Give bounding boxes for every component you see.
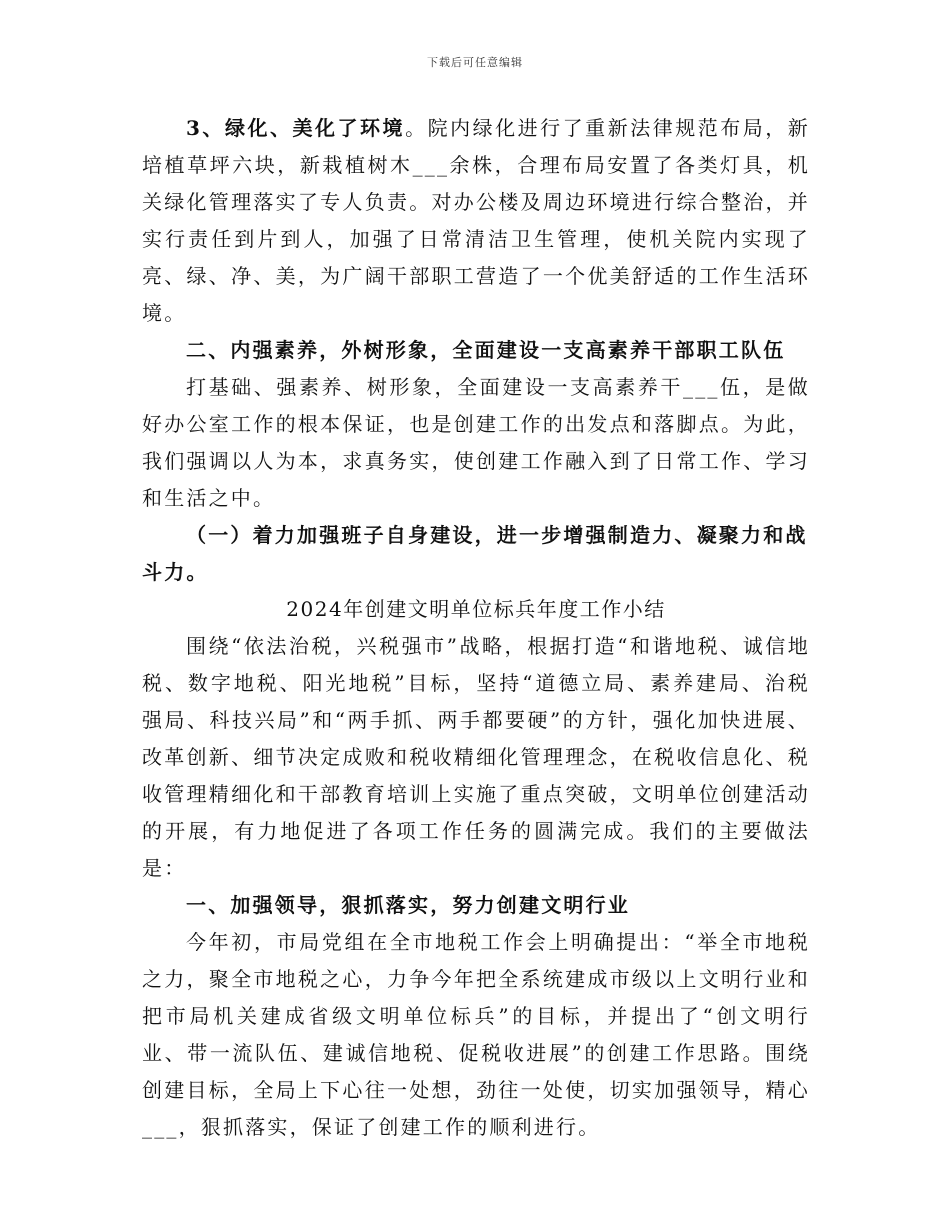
section-2-paragraph: 打基础、强素养、树形象，全面建设一支高素养干___伍，是做好办公室工作的根本保证，也是创建工作的出发点和落脚点。为此，我们强调以人为本，求真务实，使创建工作融入到了日常工作、学习和生活之中。 xyxy=(142,375,810,510)
section-3-body: 。院内绿化进行了重新法律规范布局，新培植草坪六块，新栽植树木___余株，合理布局安置了各类灯具，机关绿化管理落实了专人负责。对办公楼及周边环境进行综合整治，并实行责任到片到人，加强了日常清洁卫生管理，使机关院内实现了亮、绿、净、美，为广阔干部职工营造了一个优美舒适的工作生活环境。 xyxy=(142,116,810,325)
subheading-1: （一）着力加强班子自身建设，进一步增强制造力、凝聚力和战斗力。 xyxy=(142,523,808,584)
section-3-lead: 3、绿化、美化了环境 xyxy=(186,116,406,140)
intro-paragraph: 围绕“依法治税，兴税强市”战略，根据打造“和谐地税、诚信地税、数字地税、阳光地税”目标，坚持“道德立局、素养建局、治税强局、科技兴局”和“两手抓、两手都要硬”的方针，强化加快进展、改革创新、细节决定成败和税收精细化管理理念，在税收信息化、税收管理精细化和干部教育培训上实施了重点突破，文明单位创建活动的开展，有力地促进了各项工作任务的圆满完成。我们的主要做法是： xyxy=(142,634,810,880)
header-note: 下载后可任意编辑 xyxy=(427,56,523,69)
document-body xyxy=(142,110,810,1146)
section-1-paragraph: 今年初，市局党组在全市地税工作会上明确提出：“举全市地税之力，聚全市地税之心，力争今年把全系统建成市级以上文明行业和把市局机关建成省级文明单位标兵”的目标，并提出了“创文明行业、带一流队伍、建诚信地税、促税收进展”的创建工作思路。围绕创建目标，全局上下心往一处想，劲往一处使，切实加强领导，精心___，狠抓落实，保证了创建工作的顺利进行。 xyxy=(142,930,810,1139)
section-2-heading: 二、内强素养，外树形象，全面建设一支高素养干部职工队伍 xyxy=(186,338,786,362)
section-3-paragraph xyxy=(142,110,810,332)
section-1-heading: 一、加强领导，狠抓落实，努力创建文明行业 xyxy=(186,893,630,917)
document-title: 2024年创建文明单位标兵年度工作小结 xyxy=(286,597,666,621)
